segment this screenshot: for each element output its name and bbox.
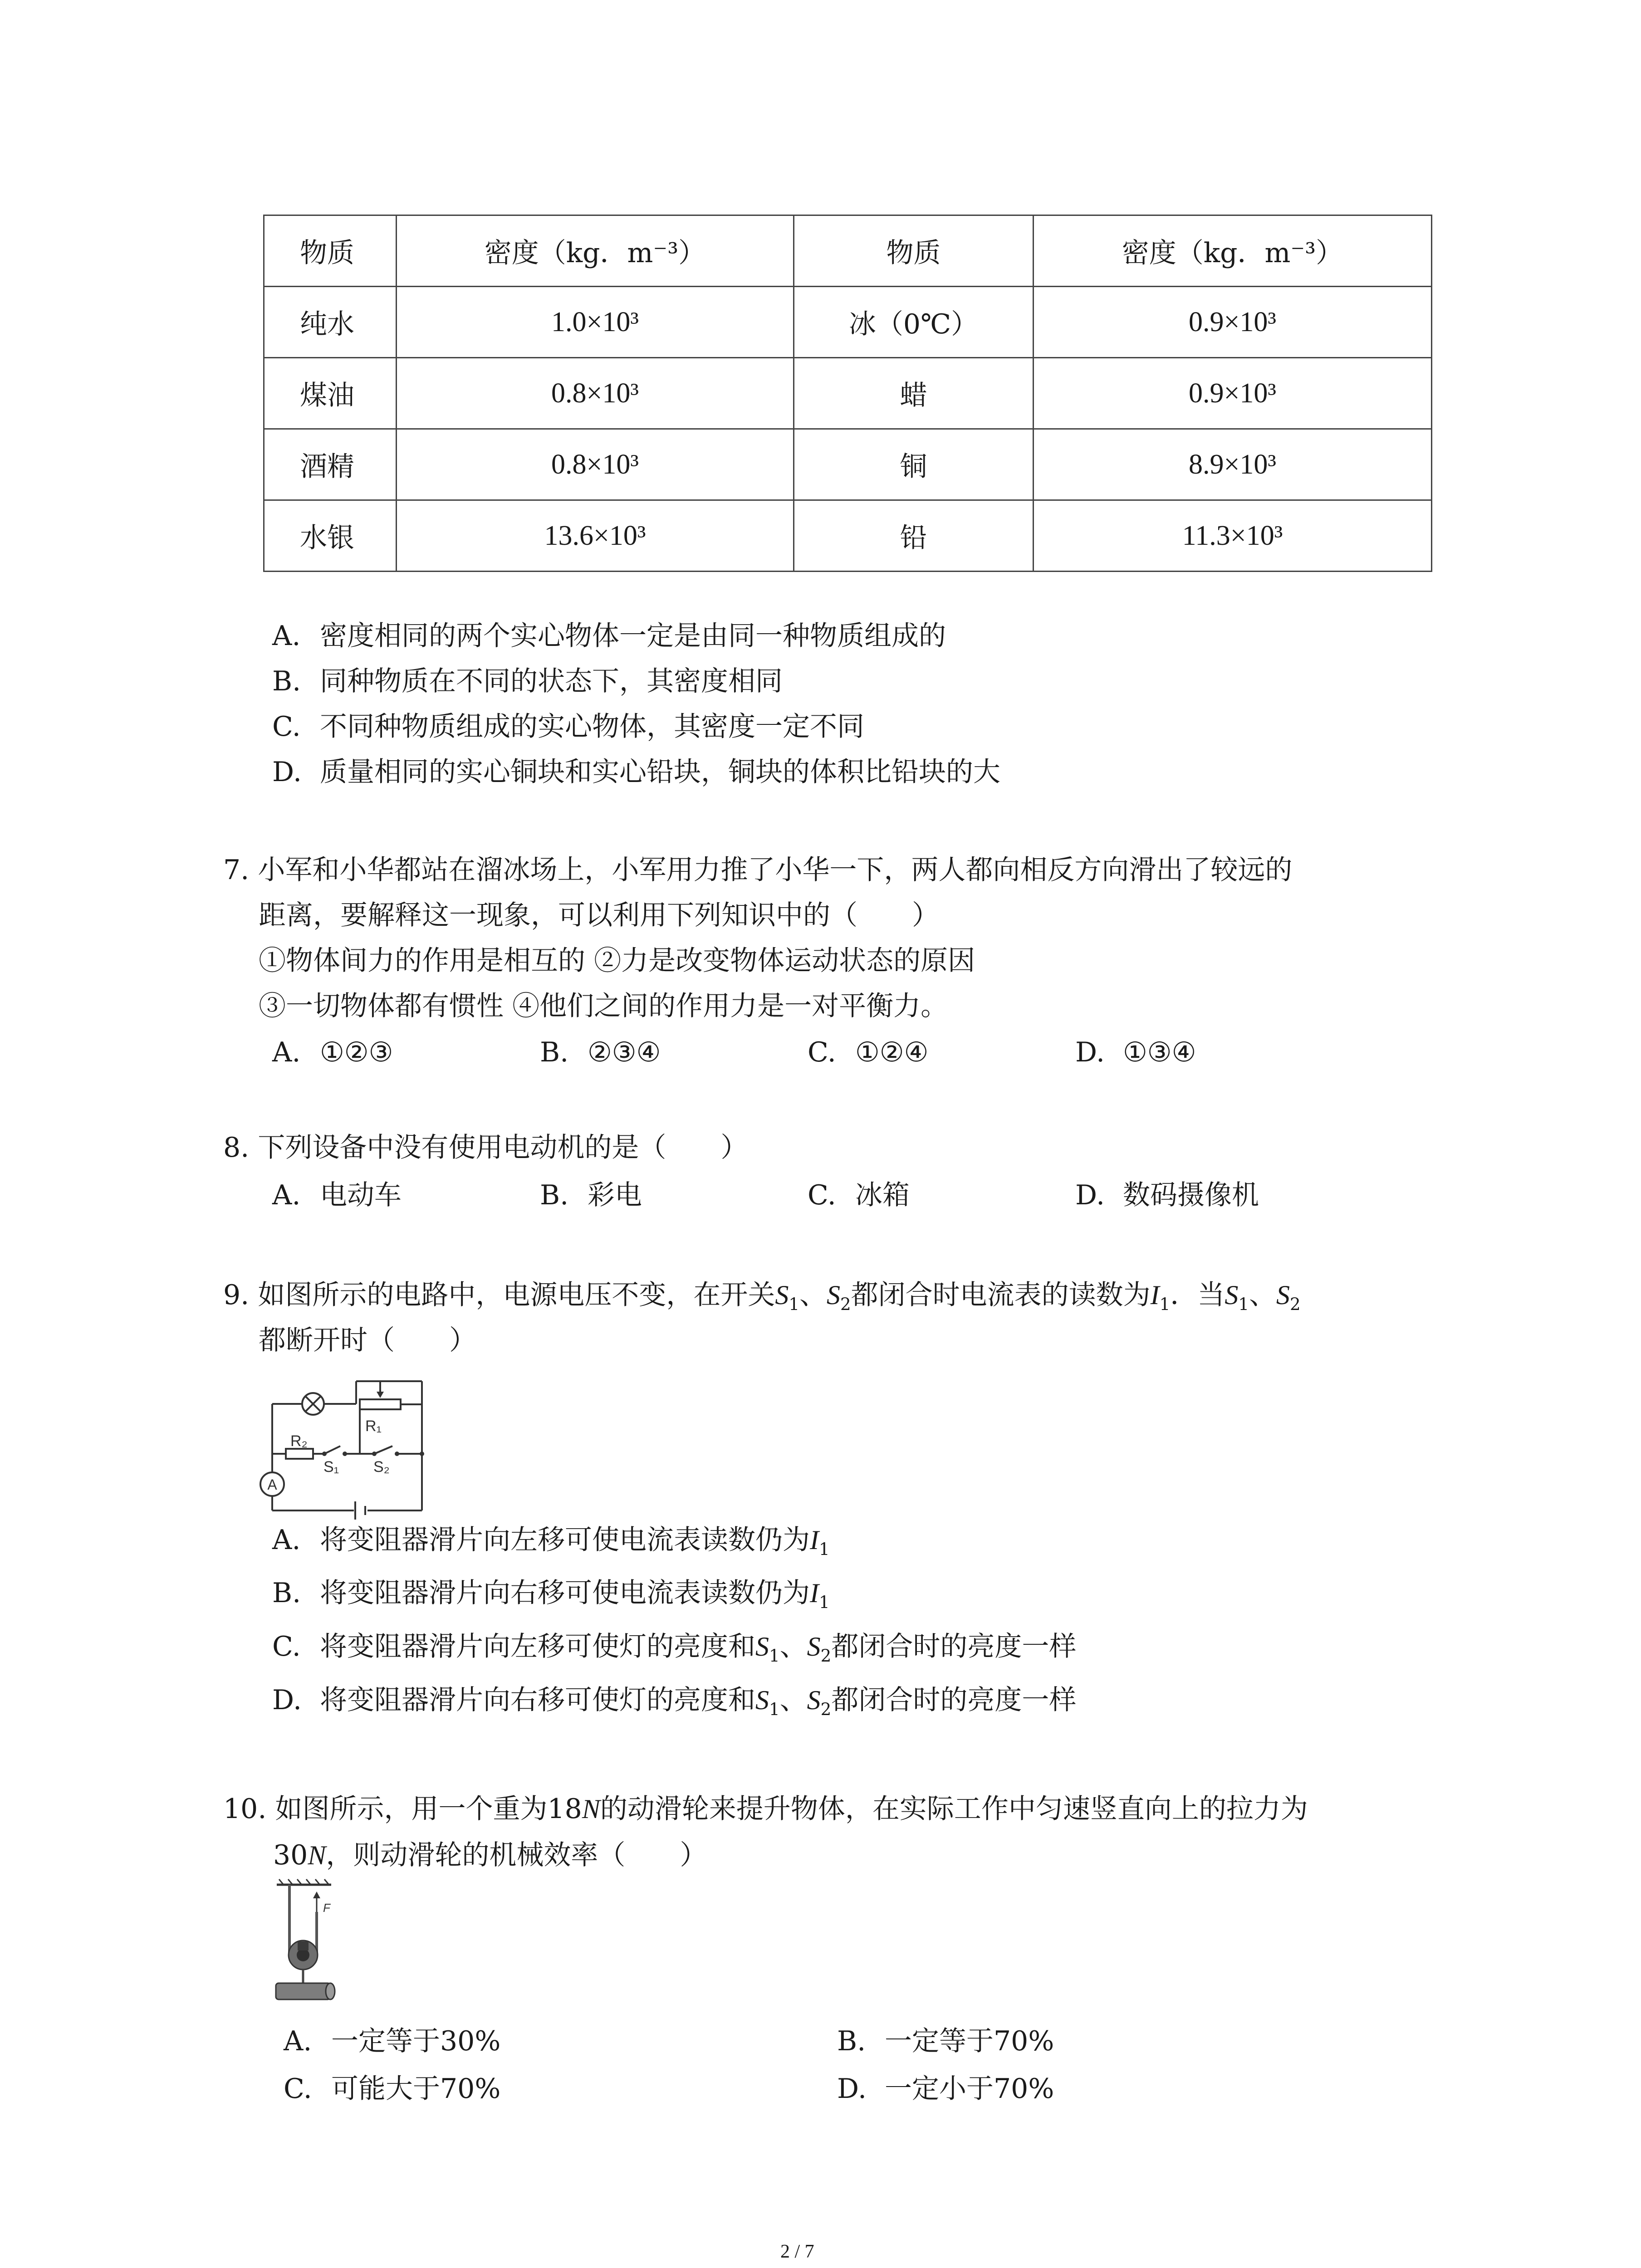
- math-s: S: [755, 1685, 769, 1715]
- option-letter: B.: [837, 2025, 866, 2057]
- q7-stem-line2: 距离，要解释这一现象，可以利用下列知识中的（ ）: [259, 899, 939, 931]
- math-sub: 1: [1159, 1294, 1171, 1314]
- s2-label: S₂: [373, 1458, 390, 1476]
- q7-option-c[interactable]: [808, 1036, 929, 1068]
- table-cell: 13.6×10³: [397, 500, 794, 572]
- option-text: 电动车: [320, 1179, 402, 1211]
- option-text: 一定等于70%: [885, 2025, 1054, 2057]
- q7-statement-3-4: ③一切物体都有惯性 ④他们之间的作用力是一对平衡力。: [259, 990, 948, 1022]
- math-s: S: [1225, 1280, 1239, 1310]
- q10-stem-line1: [223, 1795, 1308, 1823]
- option-text: 数码摄像机: [1123, 1179, 1259, 1211]
- table-header-row: [264, 215, 1432, 287]
- option-letter: A.: [272, 1036, 301, 1068]
- r2-label: R₂: [290, 1432, 308, 1450]
- math-sub: 1: [769, 1699, 780, 1719]
- math-i: I: [810, 1525, 819, 1555]
- table-cell: 煤油: [264, 358, 397, 429]
- q9-stem-text: 如图所示的电路中，电源电压不变，在开关: [258, 1279, 775, 1311]
- math-s: S: [755, 1632, 769, 1662]
- separator: 、: [779, 1631, 807, 1662]
- table-cell: 1.0×10³: [397, 287, 794, 358]
- math-i: I: [810, 1578, 819, 1608]
- table-row: [264, 287, 1432, 358]
- option-letter: B.: [540, 1036, 569, 1068]
- q6-option-a[interactable]: [272, 622, 946, 650]
- table-row: [264, 500, 1432, 572]
- page-number: 2 / 7: [780, 2241, 814, 2262]
- slider-arrow-icon: [377, 1392, 384, 1398]
- table-cell: 0.8×10³: [397, 358, 794, 429]
- table-cell: 铅: [794, 500, 1034, 572]
- option-text: 密度相同的两个实心物体一定是由同一种物质组成的: [320, 620, 946, 652]
- q7-stem-line1: [223, 856, 1292, 884]
- table-cell: 冰（0℃）: [794, 287, 1034, 358]
- q10-force-value: 30: [273, 1839, 308, 1871]
- q9-stem-text: 都闭合时电流表的读数为: [851, 1279, 1151, 1311]
- q8-option-b[interactable]: [540, 1179, 642, 1211]
- option-letter: C.: [808, 1179, 836, 1211]
- option-tail: 都闭合时的亮度一样: [831, 1684, 1077, 1716]
- separator: 、: [1249, 1279, 1276, 1311]
- q9-stem-line2: 都断开时（ ）: [259, 1325, 476, 1356]
- s1-label: S₁: [323, 1458, 339, 1476]
- option-text: 冰箱: [855, 1179, 910, 1211]
- option-letter: A.: [272, 1179, 301, 1211]
- question-number: 9.: [223, 1279, 250, 1311]
- option-letter: B.: [540, 1179, 569, 1211]
- option-letter: A.: [272, 620, 301, 652]
- option-text: ①②④: [855, 1036, 929, 1068]
- q10-stem-text: 如图所示，用一个重为18: [275, 1793, 582, 1825]
- math-s: S: [807, 1632, 821, 1662]
- circuit-diagram: [256, 1365, 438, 1522]
- math-sub: 2: [1290, 1294, 1301, 1314]
- option-text: 同种物质在不同的状态下，其密度相同: [320, 665, 783, 697]
- separator: 、: [779, 1684, 807, 1716]
- math-s: S: [807, 1685, 821, 1715]
- math-sub: 1: [818, 1592, 830, 1612]
- table-header-cell: 物质: [794, 215, 1034, 287]
- math-sub: 1: [789, 1294, 799, 1314]
- force-label: F: [323, 1901, 330, 1915]
- option-letter: C.: [272, 1631, 301, 1662]
- option-text: 一定等于30%: [331, 2025, 501, 2057]
- table-row: [264, 429, 1432, 500]
- math-sub: 2: [820, 1699, 832, 1719]
- q7-stem-text: 小军和小华都站在溜冰场上，小军用力推了小华一下，两人都向相反方向滑出了较远的: [258, 854, 1293, 886]
- math-sub: 1: [1238, 1294, 1249, 1314]
- option-letter: D.: [272, 756, 302, 788]
- q7-statement-1-2: ①物体间力的作用是相互的 ②力是改变物体运动状态的原因: [259, 945, 975, 977]
- q9-option-b[interactable]: [272, 1579, 830, 1611]
- table-cell: 0.8×10³: [397, 429, 794, 500]
- q10-option-a[interactable]: [284, 2025, 501, 2057]
- option-text: 不同种物质组成的实心物体，其密度一定不同: [320, 711, 864, 743]
- option-text: 一定小于70%: [885, 2073, 1054, 2105]
- q9-stem-line1: [223, 1281, 1301, 1313]
- q10-stem-line2: [273, 1839, 707, 1871]
- math-sub: 1: [818, 1539, 830, 1559]
- option-letter: B.: [272, 1577, 301, 1609]
- q6-option-d[interactable]: [272, 758, 1000, 786]
- q8-option-d[interactable]: [1075, 1179, 1259, 1211]
- table-row: [264, 358, 1432, 429]
- option-letter: B.: [272, 665, 301, 697]
- force-arrow-icon: [313, 1892, 320, 1898]
- table-header-cell: 密度（kg．m⁻³）: [1034, 215, 1432, 287]
- table-cell: 纯水: [264, 287, 397, 358]
- lamp-icon: [302, 1393, 324, 1415]
- q10-stem-text: ，则动滑轮的机械效率（ ）: [326, 1839, 707, 1871]
- option-text: 彩电: [588, 1179, 642, 1211]
- table-header-cell: 密度（kg．m⁻³）: [397, 215, 794, 287]
- table-cell: 8.9×10³: [1034, 429, 1432, 500]
- option-letter: D.: [1075, 1179, 1105, 1211]
- option-letter: C.: [284, 2073, 312, 2105]
- option-text: ①②③: [320, 1036, 393, 1068]
- pulley-wheel-icon: [289, 1941, 318, 1970]
- option-letter: D.: [272, 1684, 302, 1716]
- q8-stem-text: 下列设备中没有使用电动机的是（ ）: [258, 1132, 748, 1163]
- q10-stem-text: 的动滑轮来提升物体，在实际工作中匀速竖直向上的拉力为: [600, 1793, 1308, 1825]
- option-text: 质量相同的实心铜块和实心铅块，铜块的体积比铅块的大: [320, 756, 1000, 788]
- option-letter: A.: [272, 1524, 301, 1556]
- separator: 、: [799, 1279, 827, 1311]
- ammeter-icon: [260, 1472, 284, 1496]
- option-text: ②③④: [588, 1036, 661, 1068]
- math-sub: 1: [769, 1646, 780, 1666]
- option-text: ①③④: [1123, 1036, 1196, 1068]
- table-cell: 0.9×10³: [1034, 358, 1432, 429]
- pulley-diagram: [272, 1878, 349, 2019]
- math-sub: 2: [820, 1646, 832, 1666]
- question-number: 7.: [223, 854, 250, 886]
- option-tail: 都闭合时的亮度一样: [831, 1631, 1077, 1662]
- q6-option-c[interactable]: [272, 711, 864, 743]
- q8-option-c[interactable]: [808, 1179, 910, 1211]
- option-letter: A.: [284, 2025, 312, 2057]
- math-unit: N: [308, 1840, 326, 1870]
- q6-option-b[interactable]: [272, 665, 783, 697]
- table-cell: 酒精: [264, 429, 397, 500]
- density-table: [263, 215, 1432, 572]
- q10-option-d[interactable]: [837, 2073, 1054, 2105]
- question-number: 10.: [223, 1793, 267, 1825]
- math-unit: N: [582, 1794, 600, 1824]
- q8-stem: [223, 1134, 748, 1161]
- option-letter: D.: [1075, 1036, 1105, 1068]
- table-cell: 水银: [264, 500, 397, 572]
- question-number: 8.: [223, 1132, 250, 1163]
- option-letter: C.: [808, 1036, 836, 1068]
- q8-option-a[interactable]: [272, 1179, 402, 1211]
- q9-option-a[interactable]: [272, 1526, 830, 1558]
- option-text: 将变阻器滑片向右移可使电流表读数仍为: [320, 1577, 810, 1609]
- q10-option-b[interactable]: [837, 2025, 1054, 2057]
- q9-option-d[interactable]: [272, 1686, 1076, 1718]
- q7-option-b[interactable]: [540, 1036, 661, 1068]
- q9-stem-text: ．当: [1170, 1279, 1225, 1311]
- option-letter: D.: [837, 2073, 867, 2105]
- q7-option-a[interactable]: [272, 1036, 393, 1068]
- math-s: S: [775, 1280, 789, 1310]
- math-s: S: [1276, 1280, 1290, 1310]
- math-i: I: [1150, 1280, 1160, 1310]
- table-cell: 铜: [794, 429, 1034, 500]
- option-text: 将变阻器滑片向左移可使电流表读数仍为: [320, 1524, 810, 1556]
- math-s: S: [827, 1280, 840, 1310]
- table-cell: 11.3×10³: [1034, 500, 1432, 572]
- math-sub: 2: [840, 1294, 851, 1314]
- r1-label: R₁: [365, 1418, 382, 1435]
- option-text: 可能大于70%: [331, 2073, 501, 2105]
- option-letter: C.: [272, 711, 301, 743]
- q10-option-c[interactable]: [284, 2073, 501, 2105]
- table-cell: 0.9×10³: [1034, 287, 1432, 358]
- q9-option-c[interactable]: [272, 1633, 1076, 1664]
- cylinder-load-icon: [276, 1983, 335, 1999]
- ammeter-label: A: [267, 1476, 277, 1493]
- option-text: 将变阻器滑片向右移可使灯的亮度和: [320, 1684, 755, 1716]
- table-header-cell: 物质: [264, 215, 397, 287]
- q7-option-d[interactable]: [1075, 1036, 1196, 1068]
- option-text: 将变阻器滑片向左移可使灯的亮度和: [320, 1631, 755, 1662]
- table-cell: 蜡: [794, 358, 1034, 429]
